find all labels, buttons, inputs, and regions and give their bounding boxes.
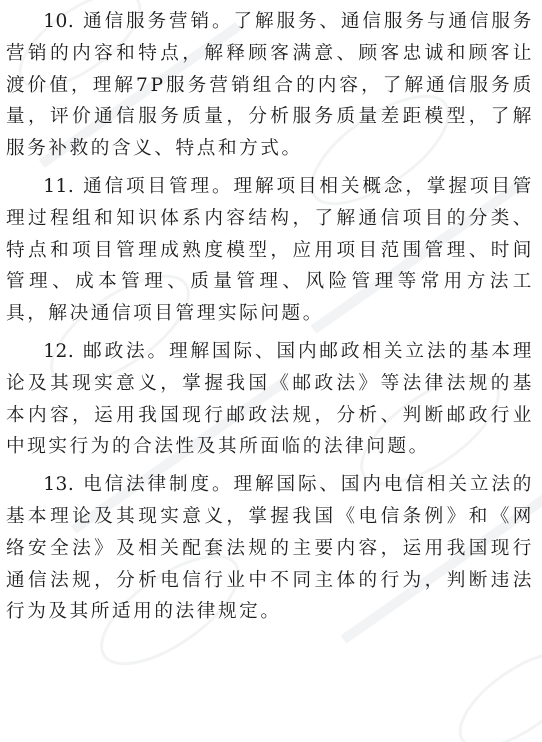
section-12 — [6, 336, 534, 463]
section-10-number: 10. — [43, 11, 75, 32]
section-12-text: 邮政法。理解国际、国内邮政相关立法的基本理论及其现实意义，掌握我国《邮政法》等法律法规的基本内容，运用我国现行邮政法规，分析、判断邮政行业中现实行为的合法性及其所面临的法律问题。 — [6, 340, 534, 458]
section-10-text: 通信服务营销。了解服务、通信服务与通信服务营销的内容和特点，解释顾客满意、顾客忠诚和顾客让渡价值，理解7P服务营销组合的内容，了解通信服务质量，评价通信服务质量，分析服务质量差距模型，了解服务补救的含义、特点和方式。 — [6, 11, 534, 160]
document-body — [6, 6, 534, 634]
section-11 — [6, 171, 534, 330]
section-12-number: 12. — [43, 340, 75, 362]
section-10 — [6, 6, 534, 165]
section-11-number: 11. — [43, 175, 75, 197]
section-13-text: 电信法律制度。理解国际、国内电信相关立法的基本理论及其现实意义，掌握我国《电信条例》和《网络安全法》及相关配套法规的主要内容，运用我国现行通信法规，分析电信行业中不同主体的行为，判断违法行为及其所适用的法律规定。 — [6, 474, 534, 623]
section-11-text: 通信项目管理。理解项目相关概念，掌握项目管理过程组和知识体系内容结构，了解通信项目的分类、特点和项目管理成熟度模型，应用项目范围管理、时间管理、成本管理、质量管理、风险管理等常用方法工具，解决通信项目管理实际问题。 — [6, 175, 534, 325]
section-13 — [6, 469, 534, 628]
section-13-number: 13. — [43, 474, 75, 496]
